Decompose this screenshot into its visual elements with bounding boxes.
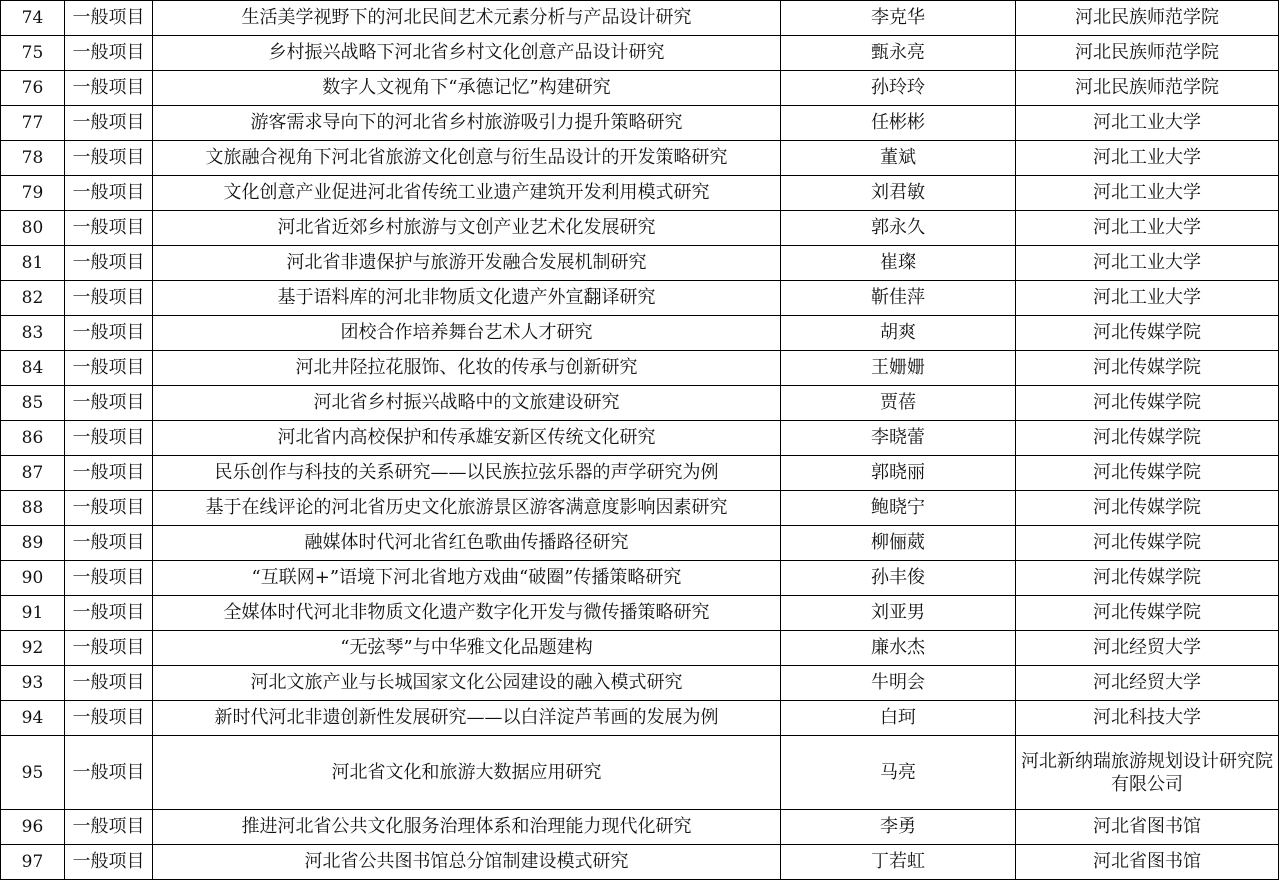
- cell-project-type: 一般项目: [65, 666, 153, 701]
- cell-project-type: 一般项目: [65, 456, 153, 491]
- cell-number: 88: [1, 491, 65, 526]
- table-row: [1, 1, 1279, 36]
- cell-project-title: 新时代河北非遗创新性发展研究——以白洋淀芦苇画的发展为例: [153, 701, 781, 736]
- cell-organization: 河北民族师范学院: [1016, 36, 1279, 71]
- table-row: [1, 281, 1279, 316]
- table-row: [1, 351, 1279, 386]
- cell-number: 96: [1, 810, 65, 845]
- table-row: [1, 456, 1279, 491]
- cell-organization: 河北工业大学: [1016, 106, 1279, 141]
- cell-principal: 郭晓丽: [781, 456, 1016, 491]
- cell-number: 90: [1, 561, 65, 596]
- cell-principal: 廉水杰: [781, 631, 1016, 666]
- cell-number: 84: [1, 351, 65, 386]
- cell-project-title: 文旅融合视角下河北省旅游文化创意与衍生品设计的开发策略研究: [153, 141, 781, 176]
- cell-principal: 靳佳萍: [781, 281, 1016, 316]
- cell-project-title: 河北省近郊乡村旅游与文创产业艺术化发展研究: [153, 211, 781, 246]
- cell-project-type: 一般项目: [65, 211, 153, 246]
- table-row: [1, 246, 1279, 281]
- cell-organization: 河北工业大学: [1016, 141, 1279, 176]
- cell-project-title: 文化创意产业促进河北省传统工业遗产建筑开发利用模式研究: [153, 176, 781, 211]
- table-row: [1, 736, 1279, 810]
- table-row: [1, 631, 1279, 666]
- cell-number: 92: [1, 631, 65, 666]
- cell-project-type: 一般项目: [65, 106, 153, 141]
- cell-project-title: 基于语料库的河北非物质文化遗产外宣翻译研究: [153, 281, 781, 316]
- cell-organization: 河北省图书馆: [1016, 810, 1279, 845]
- cell-principal: 牛明会: [781, 666, 1016, 701]
- cell-number: 74: [1, 1, 65, 36]
- cell-project-type: 一般项目: [65, 736, 153, 810]
- table-row: [1, 36, 1279, 71]
- cell-project-type: 一般项目: [65, 845, 153, 880]
- cell-organization: 河北民族师范学院: [1016, 71, 1279, 106]
- cell-organization: 河北传媒学院: [1016, 526, 1279, 561]
- cell-principal: 刘亚男: [781, 596, 1016, 631]
- cell-principal: 甄永亮: [781, 36, 1016, 71]
- cell-principal: 孙丰俊: [781, 561, 1016, 596]
- cell-project-title: 乡村振兴战略下河北省乡村文化创意产品设计研究: [153, 36, 781, 71]
- cell-principal: 贾蓓: [781, 386, 1016, 421]
- cell-number: 75: [1, 36, 65, 71]
- cell-project-type: 一般项目: [65, 701, 153, 736]
- cell-number: 79: [1, 176, 65, 211]
- cell-project-type: 一般项目: [65, 71, 153, 106]
- cell-principal: 崔璨: [781, 246, 1016, 281]
- cell-organization: 河北民族师范学院: [1016, 1, 1279, 36]
- table-row: [1, 666, 1279, 701]
- cell-number: 81: [1, 246, 65, 281]
- cell-organization: 河北传媒学院: [1016, 421, 1279, 456]
- cell-organization: 河北新纳瑞旅游规划设计研究院有限公司: [1016, 736, 1279, 810]
- cell-project-title: 民乐创作与科技的关系研究——以民族拉弦乐器的声学研究为例: [153, 456, 781, 491]
- cell-project-type: 一般项目: [65, 36, 153, 71]
- cell-project-title: 数字人文视角下“承德记忆”构建研究: [153, 71, 781, 106]
- cell-principal: 白珂: [781, 701, 1016, 736]
- cell-principal: 鲍晓宁: [781, 491, 1016, 526]
- table-row: [1, 71, 1279, 106]
- cell-principal: 李勇: [781, 810, 1016, 845]
- cell-project-title: 河北井陉拉花服饰、化妆的传承与创新研究: [153, 351, 781, 386]
- cell-number: 89: [1, 526, 65, 561]
- table-row: [1, 316, 1279, 351]
- cell-project-type: 一般项目: [65, 141, 153, 176]
- cell-number: 94: [1, 701, 65, 736]
- table-row: [1, 421, 1279, 456]
- cell-project-title: 河北省乡村振兴战略中的文旅建设研究: [153, 386, 781, 421]
- cell-project-title: 全媒体时代河北非物质文化遗产数字化开发与微传播策略研究: [153, 596, 781, 631]
- cell-organization: 河北工业大学: [1016, 246, 1279, 281]
- cell-project-type: 一般项目: [65, 421, 153, 456]
- cell-organization: 河北传媒学院: [1016, 351, 1279, 386]
- cell-project-type: 一般项目: [65, 810, 153, 845]
- cell-project-title: 融媒体时代河北省红色歌曲传播路径研究: [153, 526, 781, 561]
- cell-principal: 李晓蕾: [781, 421, 1016, 456]
- cell-principal: 孙玲玲: [781, 71, 1016, 106]
- cell-principal: 任彬彬: [781, 106, 1016, 141]
- cell-number: 91: [1, 596, 65, 631]
- project-list-body: [1, 1, 1279, 880]
- cell-number: 86: [1, 421, 65, 456]
- cell-project-type: 一般项目: [65, 246, 153, 281]
- cell-organization: 河北工业大学: [1016, 176, 1279, 211]
- cell-project-title: “互联网+”语境下河北省地方戏曲“破圈”传播策略研究: [153, 561, 781, 596]
- cell-number: 87: [1, 456, 65, 491]
- cell-organization: 河北经贸大学: [1016, 666, 1279, 701]
- cell-organization: 河北省图书馆: [1016, 845, 1279, 880]
- cell-project-type: 一般项目: [65, 561, 153, 596]
- cell-principal: 李克华: [781, 1, 1016, 36]
- cell-organization: 河北传媒学院: [1016, 456, 1279, 491]
- cell-number: 78: [1, 141, 65, 176]
- cell-number: 93: [1, 666, 65, 701]
- cell-principal: 丁若虹: [781, 845, 1016, 880]
- cell-project-title: “无弦琴”与中华雅文化品题建构: [153, 631, 781, 666]
- table-row: [1, 211, 1279, 246]
- cell-project-type: 一般项目: [65, 316, 153, 351]
- cell-project-title: 游客需求导向下的河北省乡村旅游吸引力提升策略研究: [153, 106, 781, 141]
- cell-principal: 郭永久: [781, 211, 1016, 246]
- cell-principal: 刘君敏: [781, 176, 1016, 211]
- cell-project-type: 一般项目: [65, 386, 153, 421]
- cell-organization: 河北经贸大学: [1016, 631, 1279, 666]
- table-row: [1, 596, 1279, 631]
- cell-number: 85: [1, 386, 65, 421]
- cell-principal: 胡爽: [781, 316, 1016, 351]
- cell-project-title: 生活美学视野下的河北民间艺术元素分析与产品设计研究: [153, 1, 781, 36]
- cell-number: 80: [1, 211, 65, 246]
- cell-project-type: 一般项目: [65, 281, 153, 316]
- cell-project-title: 河北省内高校保护和传承雄安新区传统文化研究: [153, 421, 781, 456]
- cell-project-type: 一般项目: [65, 1, 153, 36]
- cell-project-type: 一般项目: [65, 631, 153, 666]
- cell-project-title: 河北文旅产业与长城国家文化公园建设的融入模式研究: [153, 666, 781, 701]
- cell-principal: 马亮: [781, 736, 1016, 810]
- cell-project-type: 一般项目: [65, 351, 153, 386]
- table-row: [1, 491, 1279, 526]
- cell-project-type: 一般项目: [65, 491, 153, 526]
- cell-organization: 河北传媒学院: [1016, 316, 1279, 351]
- cell-number: 77: [1, 106, 65, 141]
- cell-organization: 河北科技大学: [1016, 701, 1279, 736]
- cell-number: 95: [1, 736, 65, 810]
- cell-number: 83: [1, 316, 65, 351]
- cell-project-title: 基于在线评论的河北省历史文化旅游景区游客满意度影响因素研究: [153, 491, 781, 526]
- cell-principal: 董斌: [781, 141, 1016, 176]
- cell-project-title: 河北省非遗保护与旅游开发融合发展机制研究: [153, 246, 781, 281]
- table-row: [1, 141, 1279, 176]
- cell-organization: 河北工业大学: [1016, 281, 1279, 316]
- cell-number: 76: [1, 71, 65, 106]
- cell-principal: 王姗姗: [781, 351, 1016, 386]
- cell-organization: 河北传媒学院: [1016, 386, 1279, 421]
- table-row: [1, 561, 1279, 596]
- cell-project-type: 一般项目: [65, 176, 153, 211]
- table-row: [1, 106, 1279, 141]
- cell-project-title: 团校合作培养舞台艺术人才研究: [153, 316, 781, 351]
- cell-number: 82: [1, 281, 65, 316]
- cell-organization: 河北传媒学院: [1016, 491, 1279, 526]
- table-row: [1, 701, 1279, 736]
- cell-project-type: 一般项目: [65, 596, 153, 631]
- cell-project-type: 一般项目: [65, 526, 153, 561]
- table-row: [1, 810, 1279, 845]
- cell-organization: 河北工业大学: [1016, 211, 1279, 246]
- table-row: [1, 386, 1279, 421]
- table-row: [1, 845, 1279, 880]
- table-row: [1, 176, 1279, 211]
- cell-organization: 河北传媒学院: [1016, 596, 1279, 631]
- cell-project-title: 推进河北省公共文化服务治理体系和治理能力现代化研究: [153, 810, 781, 845]
- cell-principal: 柳俪葳: [781, 526, 1016, 561]
- cell-project-title: 河北省文化和旅游大数据应用研究: [153, 736, 781, 810]
- cell-project-title: 河北省公共图书馆总分馆制建设模式研究: [153, 845, 781, 880]
- table-row: [1, 526, 1279, 561]
- cell-organization: 河北传媒学院: [1016, 561, 1279, 596]
- cell-number: 97: [1, 845, 65, 880]
